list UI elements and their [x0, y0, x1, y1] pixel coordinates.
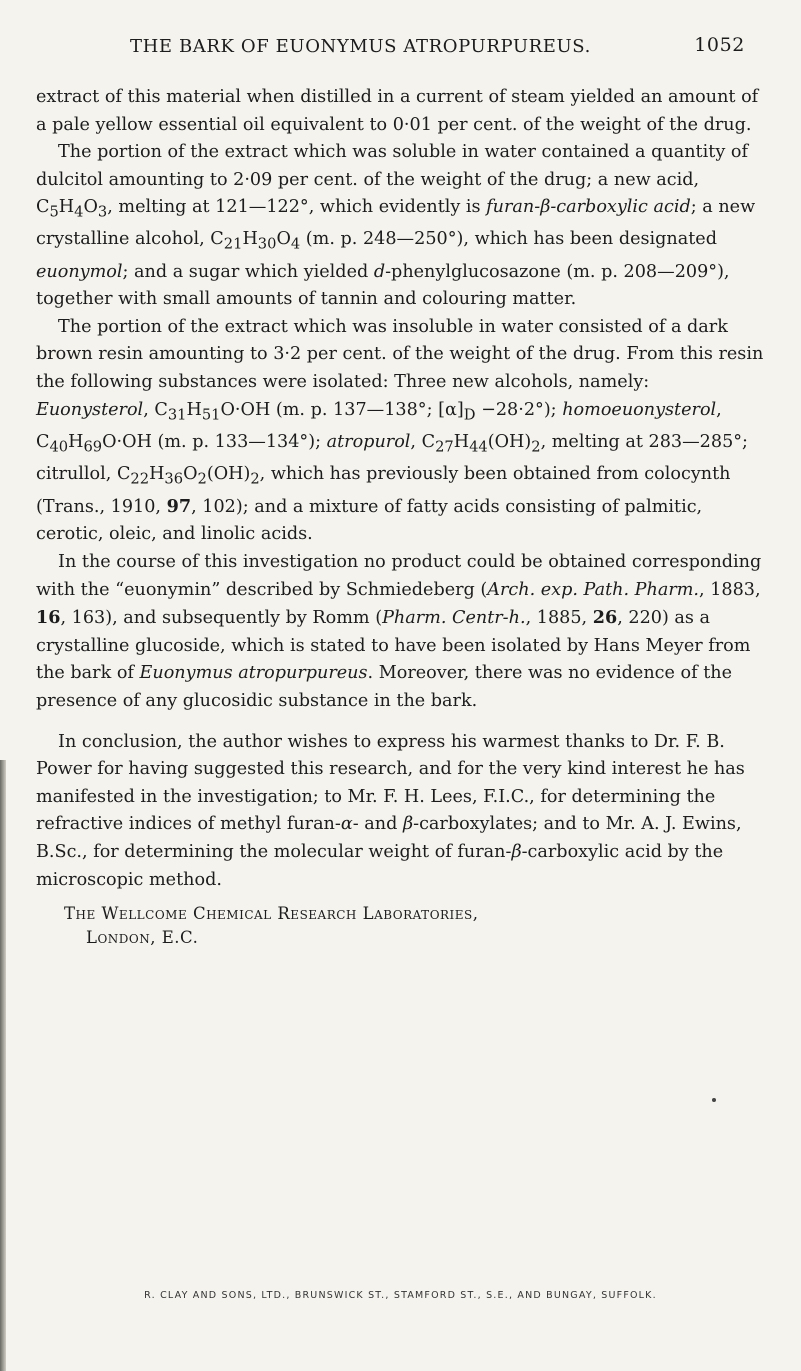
paragraph-3: The portion of the extract which was insoluble in water consisted of a dark brown resin amounting to 3·2 per cent. of the weight of the drug. From this resin the following substances were isolated: Three new alcohols, namely: Euonysterol, $C_{31}H_{51}O\cdot OH$ (m. p. 137—138°; $[\alpha]_D -28\cdot 2^\circ$); homoeuonysterol, $C_{40}H_{69}O\cdot OH$ (m. p. 133—134°); atropurol, $C_{27}H_{44}(OH)_2$, melting at 283—285°; citrullol, $C_{22}H_{36}O_2(OH)_2$, which has previously been obtained from colocynth (Trans., 1910, 97, 102); and a mixture of fatty acids consisting of palmitic, cerotic, oleic, and linolic acids. [36, 316, 764, 545]
paragraph-1: extract of this material when distilled in a current of steam yielded an amount of a pale yellow essential oil equivalent to 0·01 per cent. of the weight of the drug. [36, 87, 759, 135]
ink-speck [712, 1098, 716, 1102]
page-number: 1052 [694, 34, 745, 56]
address-line-1: The Wellcome Chemical Research Laboratories, [64, 904, 479, 924]
paragraph-acknowledgements: In conclusion, the author wishes to express his warmest thanks to Dr. F. B. Power for having suggested this research, and for the very kind interest he has manifested in the investigation; to Mr. F. H. Lees, F.I.C., for determining the refractive indices of methyl furan-α- and β-carboxylates; and to Mr. A. J. Ewins, B.Sc., for determining the molecular weight of furan-β-carboxylic acid by the microscopic method. [36, 731, 745, 890]
paragraph-2: The portion of the extract which was soluble in water contained a quantity of dulcitol amounting to 2·09 per cent. of the weight of the drug; a new acid, $C_5H_4O_3$, melting at 121—122°, which evidently is furan-β-carboxylic acid; a new crystalline alcohol, $C_{21}H_{30}O_4$ (m. p. 248—250°), which has been designated euonymol; and a sugar which yielded d-phenylglucosazone (m. p. 208—209°), together with small amounts of tannin and colouring matter. [36, 142, 756, 310]
page-edge-shadow [0, 760, 6, 1371]
institution-address [36, 902, 764, 950]
address-line-2: London, E.C. [86, 928, 199, 948]
running-title: THE BARK OF EUONYMUS ATROPURPUREUS. [130, 36, 591, 57]
paragraph-4: In the course of this investigation no product could be obtained corresponding with the “euonymin” described by Schmiedeberg (Arch. exp. Path. Pharm., 1883, 16, 163), and subsequently by Romm (Pharm. Centr-h., 1885, 26, 220) as a crystalline glucoside, which is stated to have been isolated by Hans Meyer from the bark of Euonymus atropurpureus. Moreover, there was no evidence of the presence of any glucosidic substance in the bark. [36, 552, 762, 712]
printer-imprint: R. CLAY AND SONS, LTD., BRUNSWICK ST., STAMFORD ST., S.E., AND BUNGAY, SUFFOLK. [144, 1290, 657, 1301]
article-body [36, 84, 764, 950]
